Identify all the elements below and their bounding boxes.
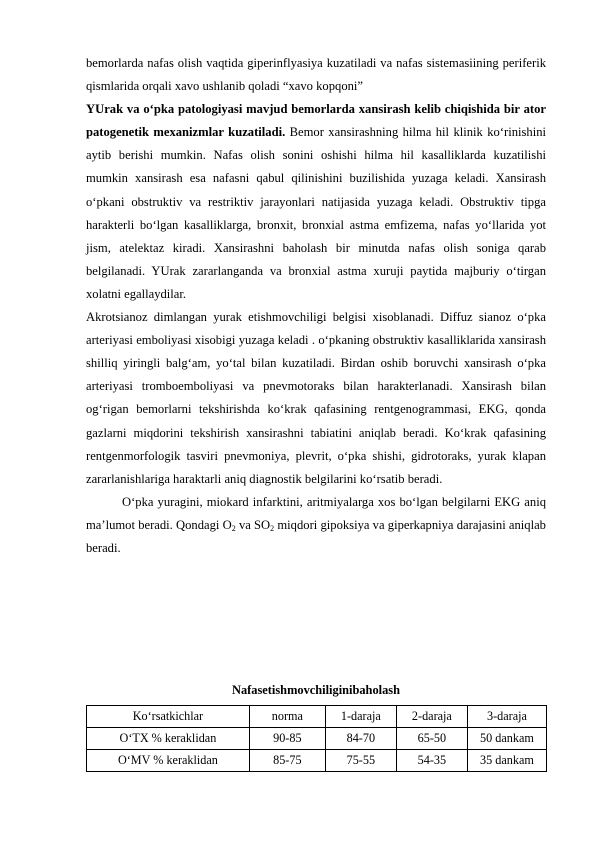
o2-subscript: 2 — [231, 523, 236, 533]
assessment-table — [86, 705, 547, 772]
table-cell: O‘MV % keraklidan — [87, 750, 250, 772]
paragraph-2-text: Bemor xansirashning hilma hil klinik ko‘rinishini aytib berishi mumkin. Nafas olish sonini oshishi hilma hil kasalliklarda kuzatilishi mumkin xansirash esa nafasni qabul qilinishini buzilishida yuzaga keladi. Xansirash o‘pkani obstruktiv va restriktiv jarayonlari natijasida yuzaga keladi. Obstruktiv tipga harakterli bo‘lgan kasalliklarga, bronxit, bronxial astma emfizema, nafas yo‘llarida yot jism, atelektaz kiradi. Xansirashni baholash bir minutda nafas olish soniga qarab belgilanadi. YUrak zararlanganda va bronxial astma xuruji paytida majburiy o‘tirgan xolatni egallaydilar. — [86, 125, 546, 301]
header-cell: 2-daraja — [396, 706, 467, 728]
paragraph-4 — [86, 491, 546, 560]
header-cell: Ko‘rsatkichlar — [87, 706, 250, 728]
table-header-row — [87, 706, 547, 728]
paragraph-2-bold: YUrak va o‘pka patologiyasi mavjud bemorlarda xansirash kelib chiqishida bir ator patogenetik mexanizmlar kuzatiladi. — [86, 102, 546, 140]
table-row — [87, 750, 547, 772]
document-body — [86, 52, 546, 560]
paragraph-4-part-a: O‘pka yuragini, miokard infarktini, aritmiyalarga xos bo‘lgan belgilarni EKG aniq ma’lumot beradi. Qondagi O — [86, 494, 546, 532]
table-cell: O‘TX % keraklidan — [87, 728, 250, 750]
paragraph-4-part-c: miqdori gipoksiya va giperkapniya darajasini aniqlab beradi. — [86, 517, 546, 555]
header-cell: 3-daraja — [467, 706, 546, 728]
so2-subscript: 2 — [270, 523, 275, 533]
paragraph-4-part-b: va SO — [235, 517, 271, 532]
table-cell: 50 dankam — [467, 728, 546, 750]
table-cell: 84-70 — [325, 728, 396, 750]
table-cell: 75-55 — [325, 750, 396, 772]
table-row — [87, 728, 547, 750]
table-cell: 65-50 — [396, 728, 467, 750]
paragraph-2 — [86, 98, 546, 306]
table-cell: 54-35 — [396, 750, 467, 772]
table-caption: Nafasetishmovchiliginibaholash — [232, 683, 400, 697]
header-cell: norma — [249, 706, 325, 728]
paragraph-1: bemorlarda nafas olish vaqtida giperinflyasiya kuzatiladi va nafas sistemasiining periferik qismlarida orqali xavo ushlanib qoladi “xavo kopqoni” — [86, 56, 546, 94]
table-cell: 90-85 — [249, 728, 325, 750]
paragraph-3: Akrotsianoz dimlangan yurak etishmovchiligi belgisi xisoblanadi. Diffuz sianoz o‘pka arteriyasi emboliyasi xisobigi yuzaga keladi . o‘pkaning obstruktiv kasalliklarida xansirash shilliq yiringli balg‘am, yo‘tal bilan kuzatiladi. Birdan oshib boruvchi xansirash o‘pka arteriyasi tromboemboliyasi va pnevmotoraks bilan harakterlanadi. Xansirash bilan og‘rigan bemorlarni tekshirishda ko‘krak qafasining rentgenogrammasi, EKG, qonda gazlarni miqdorini tekshirish xansirashni tabiatini aniqlab beradi. Ko‘krak qafasining rentgenmorfologik tasviri pnevmoniya, plevrit, o‘pka shishi, gidrotoraks, yurak klapan zararlanishlariga haraktarli aniq diagnostik belgilarini ko‘rsatib beradi. — [86, 310, 546, 486]
header-cell: 1-daraja — [325, 706, 396, 728]
table-cell: 35 dankam — [467, 750, 546, 772]
table-cell: 85-75 — [249, 750, 325, 772]
